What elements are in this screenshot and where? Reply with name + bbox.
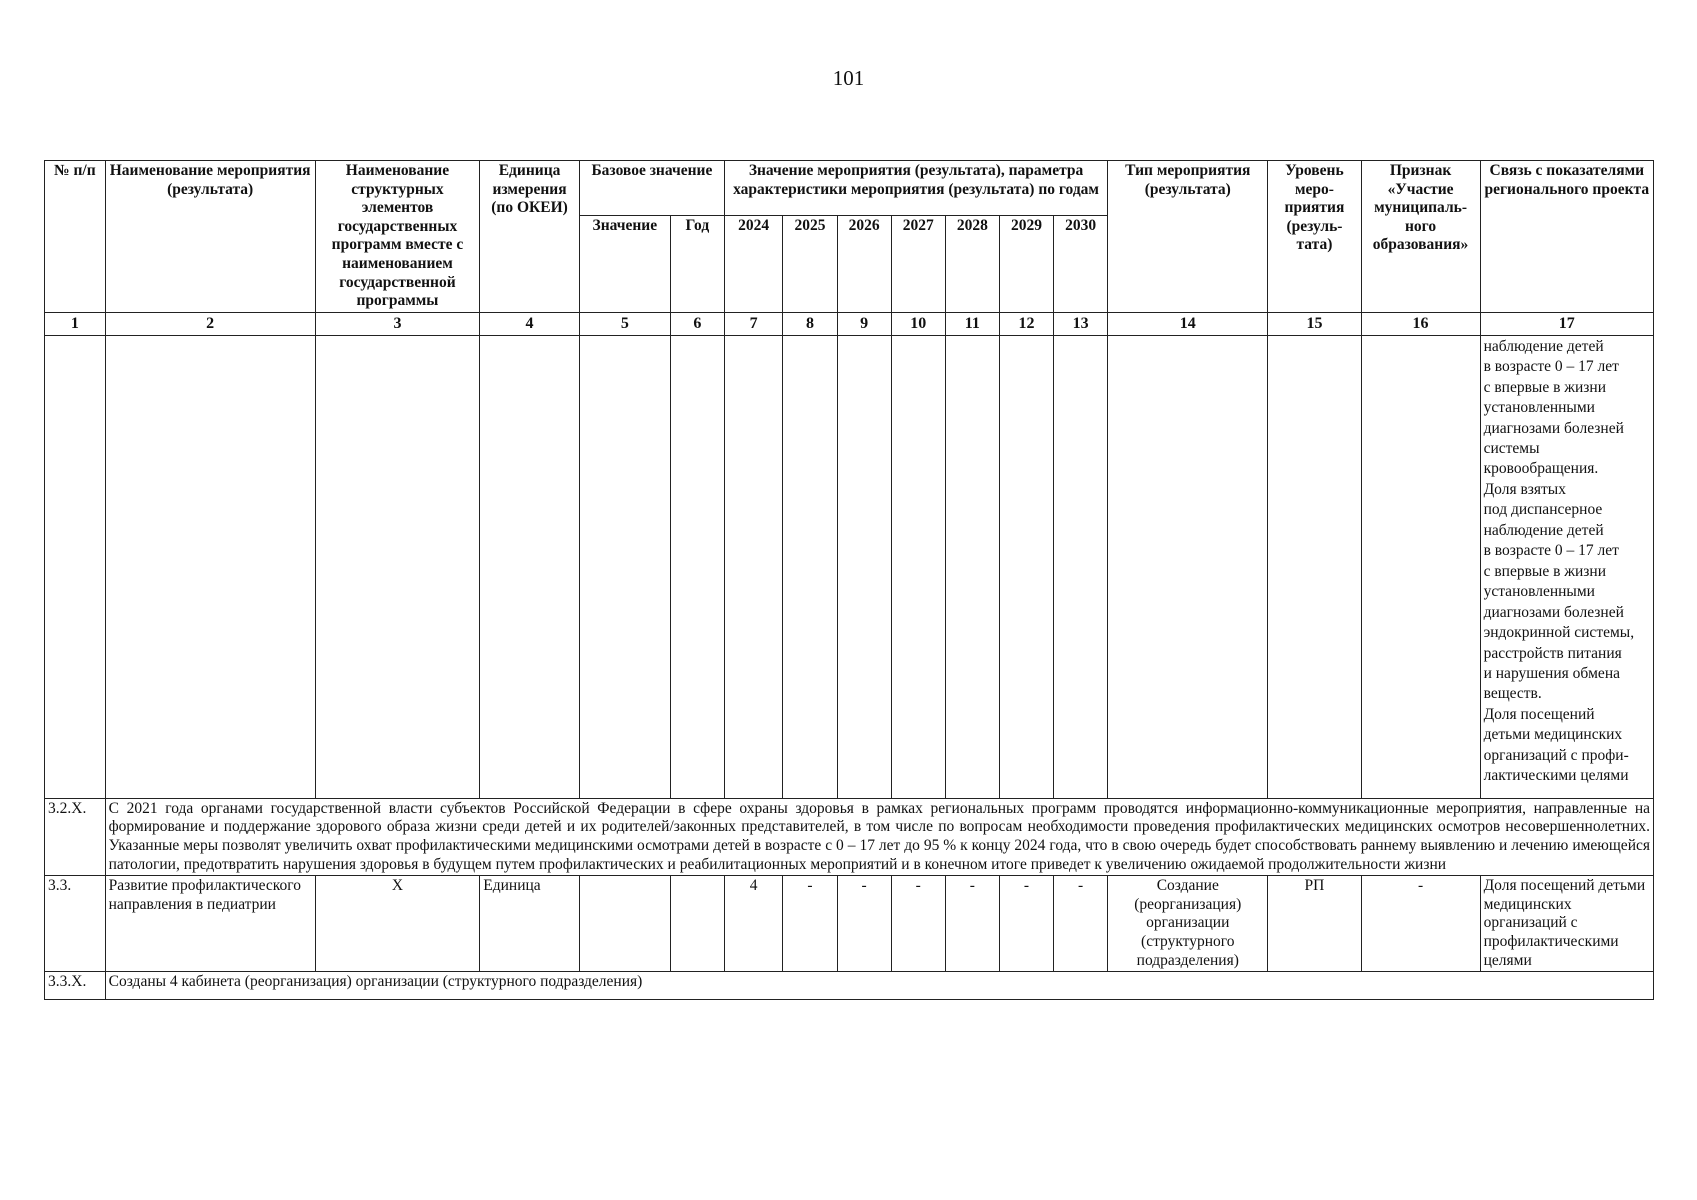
empty-cell xyxy=(105,335,315,798)
column-number: 14 xyxy=(1108,312,1268,335)
empty-cell xyxy=(945,335,999,798)
activity-level: РП xyxy=(1268,876,1361,972)
related-line: организаций с профи- xyxy=(1483,746,1629,764)
related-line: диагнозами болезней xyxy=(1483,419,1624,437)
value-2026: - xyxy=(837,876,891,972)
header-year-2028: 2028 xyxy=(945,216,999,312)
empty-cell xyxy=(579,335,670,798)
unit: Единица xyxy=(480,876,580,972)
value-2028: - xyxy=(945,876,999,972)
empty-cell xyxy=(724,335,782,798)
page-number: 101 xyxy=(832,66,865,90)
header-unit: Единица измерения (по ОКЕИ) xyxy=(480,161,580,313)
header-base: Базовое значение xyxy=(579,161,724,216)
base-year xyxy=(670,876,724,972)
related-line: детьми медицинских xyxy=(1483,726,1623,744)
related-line: эндокринной системы, xyxy=(1483,624,1635,642)
header-year-2029: 2029 xyxy=(999,216,1053,312)
header-year-2026: 2026 xyxy=(837,216,891,312)
table-row xyxy=(45,798,1654,875)
empty-cell xyxy=(891,335,945,798)
header-municipal-line: ного xyxy=(1405,217,1437,235)
header-values: Значение мероприятия (результата), параметра характеристики мероприятия (результата) по годам xyxy=(724,161,1107,216)
related-indicators-cell xyxy=(1480,335,1653,798)
municipal-flag: - xyxy=(1361,876,1480,972)
related-line: наблюдение детей xyxy=(1483,521,1604,539)
related-line: в возрасте 0 – 17 лет xyxy=(1483,358,1619,376)
related-line: с впервые в жизни xyxy=(1483,378,1606,396)
column-number: 3 xyxy=(315,312,480,335)
empty-cell xyxy=(45,335,106,798)
value-2030: - xyxy=(1054,876,1108,972)
table-row xyxy=(45,335,1654,798)
column-number: 8 xyxy=(783,312,837,335)
column-number: 17 xyxy=(1480,312,1653,335)
table-row xyxy=(45,972,1654,1000)
column-number: 13 xyxy=(1054,312,1108,335)
header-year-2030: 2030 xyxy=(1054,216,1108,312)
header-municipal-line: муниципаль- xyxy=(1374,199,1467,217)
header-municipal-line: «Участие xyxy=(1387,180,1454,198)
header-level-line: Уровень xyxy=(1285,162,1344,179)
header-year-2024: 2024 xyxy=(724,216,782,312)
header-level-line: (резуль- xyxy=(1286,217,1343,235)
column-number: 11 xyxy=(945,312,999,335)
column-number: 2 xyxy=(105,312,315,335)
related-line: установленными xyxy=(1483,583,1595,601)
related-line: и нарушения обмена xyxy=(1483,665,1620,682)
column-number: 6 xyxy=(670,312,724,335)
column-number: 4 xyxy=(480,312,580,335)
header-base-value: Значение xyxy=(579,216,670,312)
empty-cell xyxy=(1054,335,1108,798)
related-line: диагнозами болезней xyxy=(1483,603,1624,621)
related-line: системы xyxy=(1483,440,1540,458)
header-year-2027: 2027 xyxy=(891,216,945,312)
column-number: 1 xyxy=(45,312,106,335)
header-name: Наименование мероприятия (результата) xyxy=(105,161,315,313)
row-description: Созданы 4 кабинета (реорганизация) организации (структурного подразделения) xyxy=(105,972,1653,1000)
related-line: расстройств питания xyxy=(1483,644,1622,662)
empty-cell xyxy=(999,335,1053,798)
header-level-line: тата) xyxy=(1296,236,1333,254)
header-municipal xyxy=(1361,161,1480,313)
related-line: под диспансерное xyxy=(1483,501,1603,519)
related-line: наблюдение детей xyxy=(1483,337,1604,355)
empty-cell xyxy=(1108,335,1268,798)
column-number: 10 xyxy=(891,312,945,335)
related-line: кровообращения. xyxy=(1483,460,1599,478)
empty-cell xyxy=(315,335,480,798)
activities-table xyxy=(44,160,1654,1000)
header-link: Связь с показателями регионального проекта xyxy=(1480,161,1653,313)
struct-element: X xyxy=(315,876,480,972)
header-num: № п/п xyxy=(45,161,106,313)
header-level xyxy=(1268,161,1361,313)
value-2029: - xyxy=(999,876,1053,972)
header-municipal-line: образования» xyxy=(1372,236,1469,254)
column-number: 12 xyxy=(999,312,1053,335)
header-year-2025: 2025 xyxy=(783,216,837,312)
related-line: лактическими целями xyxy=(1483,767,1629,785)
related-line: Доля посещений xyxy=(1483,705,1595,723)
row-number: 3.2.X. xyxy=(45,798,106,875)
row-description: С 2021 года органами государственной власти субъектов Российской Федерации в сфере охраны здоровья в рамках региональных программ проводятся информационно-коммуникационные мероприятия, направленные на формирование и поддержание здорового образа жизни среди детей и их родителей/законных представителей, в том числе по вопросам необходимости проведения профилактических медицинских осмотров несовершеннолетних. Указанные меры позволят увеличить охват профилактическими медицинскими осмотрами детей в возрасте с 0 – 17 лет до 95 % к концу 2024 года, что в свою очередь будет способствовать раннему выявлению и лечению имеющейся патологии, предотвратить нарушения здоровья в будущем путем профилактических и реабилитационных мероприятий и в конечном итоге приведет к увеличению ожидаемой продолжительности жизни xyxy=(105,798,1653,875)
related-line: в возрасте 0 – 17 лет xyxy=(1483,542,1619,560)
empty-cell xyxy=(837,335,891,798)
column-number: 15 xyxy=(1268,312,1361,335)
activity-name: Развитие профилактического направления в педиатрии xyxy=(105,876,315,972)
value-2025: - xyxy=(783,876,837,972)
table-row xyxy=(45,876,1654,972)
header-struct: Наименование структурных элементов государственных программ вместе с наименованием государственной программы xyxy=(315,161,480,313)
row-number: 3.3. xyxy=(45,876,106,972)
header-level-line: приятия xyxy=(1284,199,1345,217)
empty-cell xyxy=(1268,335,1361,798)
related-indicators: Доля посещений детьми медицинских организаций с профилактическими целями xyxy=(1480,876,1653,972)
related-line: веществ. xyxy=(1483,685,1542,703)
header-municipal-line: Признак xyxy=(1389,162,1452,179)
related-line: установленными xyxy=(1483,399,1595,417)
base-value xyxy=(579,876,670,972)
empty-cell xyxy=(480,335,580,798)
column-number: 7 xyxy=(724,312,782,335)
related-line: с впервые в жизни xyxy=(1483,562,1606,580)
empty-cell xyxy=(670,335,724,798)
column-number: 5 xyxy=(579,312,670,335)
value-2027: - xyxy=(891,876,945,972)
empty-cell xyxy=(1361,335,1480,798)
activity-type: Создание (реорганизация) организации (структурного подразделения) xyxy=(1108,876,1268,972)
related-line: Доля взятых xyxy=(1483,480,1566,498)
header-type: Тип мероприятия (результата) xyxy=(1108,161,1268,313)
row-number: 3.3.X. xyxy=(45,972,106,1000)
header-base-year: Год xyxy=(670,216,724,312)
column-number: 16 xyxy=(1361,312,1480,335)
value-2024: 4 xyxy=(724,876,782,972)
column-number: 9 xyxy=(837,312,891,335)
header-level-line: меро- xyxy=(1294,180,1334,198)
empty-cell xyxy=(783,335,837,798)
